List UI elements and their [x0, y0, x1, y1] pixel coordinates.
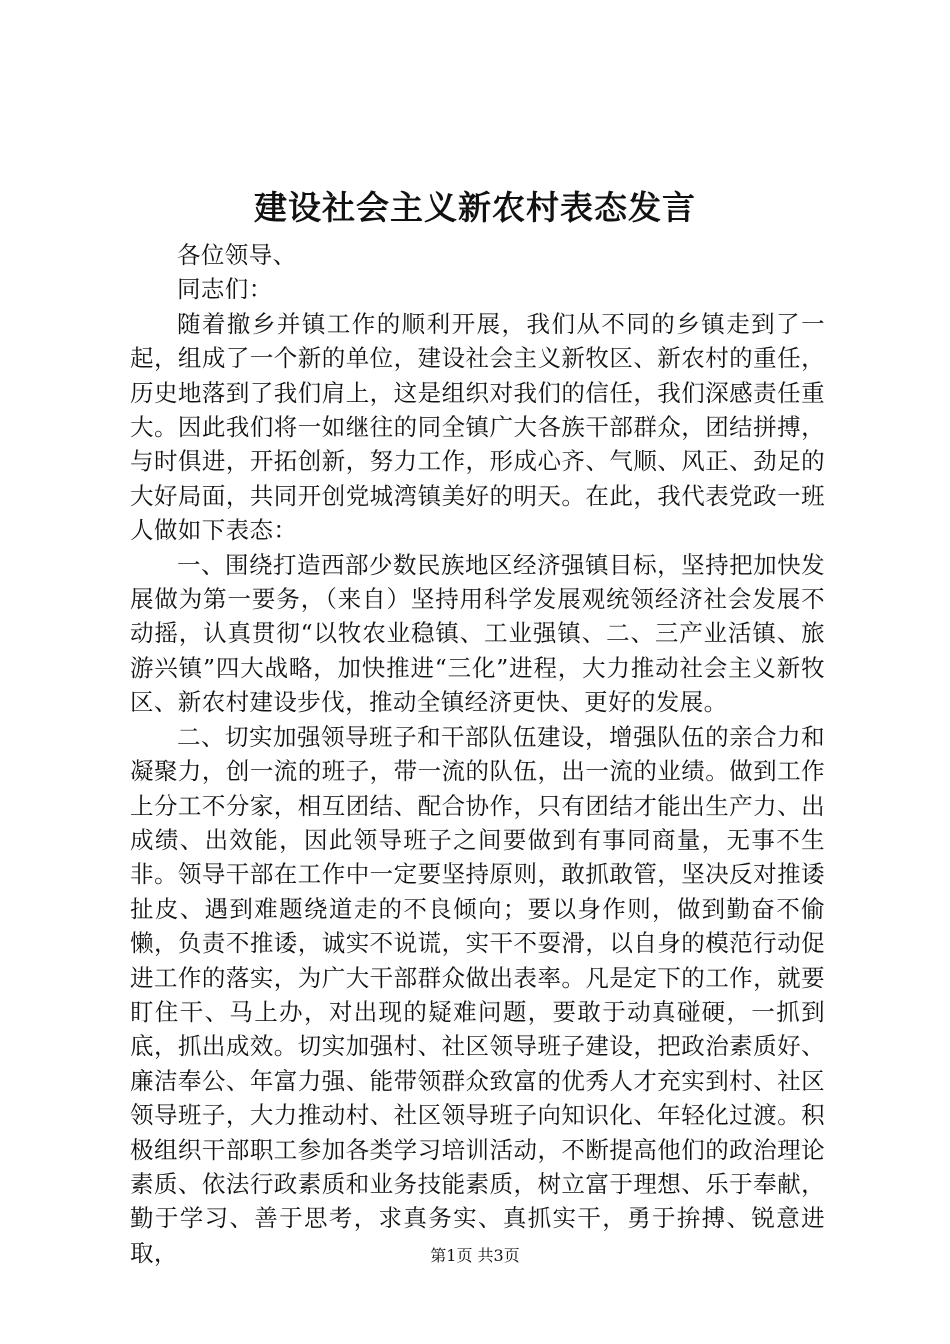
salutation-comrades: 同志们：: [177, 275, 273, 304]
page-number-footer: 第1页 共3页: [430, 1246, 520, 1265]
paragraph-point-two: 二、切实加强领导班子和干部队伍建设，增强队伍的亲合力和凝聚力，创一流的班子，带一流的队伍，出一流的业绩。做到工作上分工不分家，相互团结、配合协作，只有团结才能出生产力、出成绩、出效能，因此领导班子之间要做到有事同商量，无事不生非。领导干部在工作中一定要坚持原则，敢抓敢管，坚决反对推诿扯皮、遇到难题绕道走的不良倾向；要以身作则，做到勤奋不偷懒，负责不推诿，诚实不说谎，实干不耍滑，以自身的模范行动促进工作的落实，为广大干部群众做出表率。凡是定下的工作，就要盯住干、马上办，对出现的疑难问题，要敢于动真碰硬，一抓到底，抓出成效。切实加强村、社区领导班子建设，把政治素质好、廉洁奉公、年富力强、能带领群众致富的优秀人才充实到村、社区领导班子，大力推动村、社区领导班子向知识化、年轻化过渡。积极组织干部职工参加各类学习培训活动，不断提高他们的政治理论素质、依法行政素质和业务技能素质，树立富于理想、乐于奉献，勤于学习、善于思考，求真务实、真抓实干，勇于拚搏、锐意进取，: [130, 722, 825, 1267]
salutation-leaders: 各位领导、: [177, 241, 297, 269]
document-body: [130, 238, 825, 1270]
paragraph-point-one: 一、围绕打造西部少数民族地区经济强镇目标，坚持把加快发展做为第一要务，（来自）坚持用科学发展观统领经济社会发展不动摇，认真贯彻“以牧农业稳镇、工业强镇、二、三产业活镇、旅游兴镇”四大战略，加快推进“三化”进程，大力推动社会主义新牧区、新农村建设步伐，推动全镇经济更快、更好的发展。: [130, 550, 825, 717]
document-title: 建设社会主义新农村表态发言: [254, 188, 696, 227]
paragraph-intro: 随着撤乡并镇工作的顺利开展，我们从不同的乡镇走到了一起，组成了一个新的单位，建设社会主义新牧区、新农村的重任，历史地落到了我们肩上，这是组织对我们的信任，我们深感责任重大。因此我们将一如继往的同全镇广大各族干部群众，团结拼搏，与时俱进，开拓创新，努力工作，形成心齐、气顺、风正、劲足的大好局面，共同开创党城湾镇美好的明天。在此，我代表党政一班人做如下表态：: [130, 309, 825, 545]
